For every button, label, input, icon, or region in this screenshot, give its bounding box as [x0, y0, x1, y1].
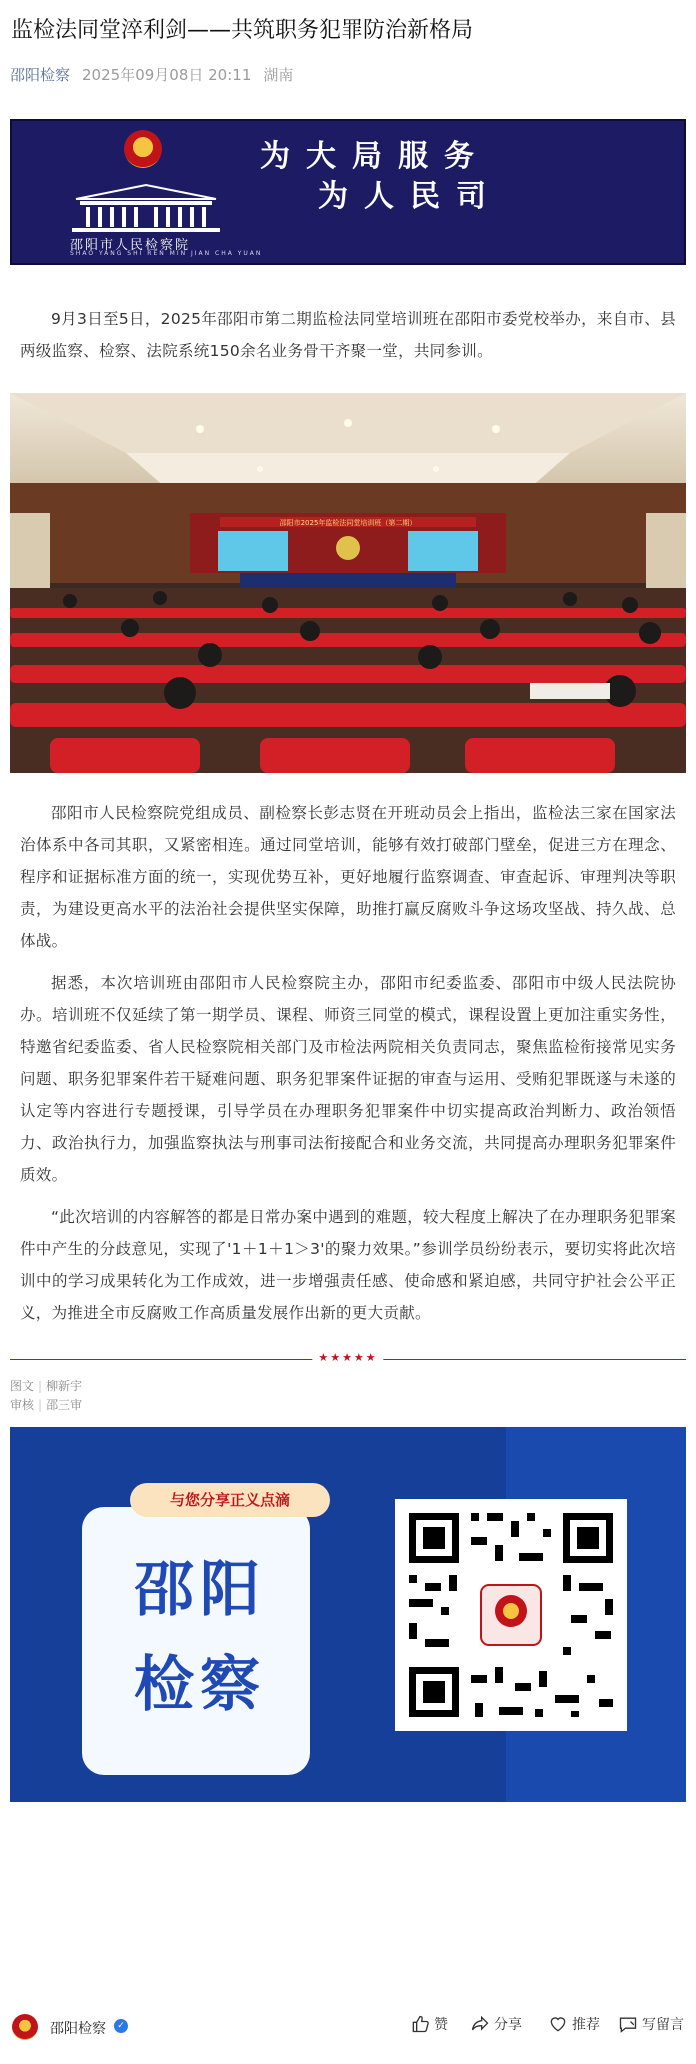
article-meta: [10, 64, 686, 85]
comment-button[interactable]: [618, 2014, 684, 2034]
procuratorate-banner: [10, 119, 686, 265]
recommend-button[interactable]: [548, 2014, 600, 2034]
like-button[interactable]: [410, 2014, 448, 2034]
article-container: [0, 16, 696, 1802]
account-name-link[interactable]: 邵阳检察: [10, 66, 71, 84]
comment-label: 写留言: [642, 2017, 684, 2033]
verified-icon: ✓: [114, 2019, 128, 2033]
paragraph-4: “此次培训的内容解答的都是日常办案中遇到的难题，较大程度上解决了在办理职务犯罪案件中产生的分歧意见，实现了'1＋1＋1＞3'的聚力效果。”参训学员纷纷表示，要切实将此次培训中的学习成果转化为工作成效，进一步增强责任感、使命感和紧迫感，共同守护社会公平正义，为推进全市反腐败工作高质量发展作出新的更大贡献。: [20, 1208, 676, 1322]
paragraph-3: 据悉，本次培训班由邵阳市人民检察院主办，邵阳市纪委监委、邵阳市中级人民法院协办。培训班不仅延续了第一期学员、课程、师资三同堂的模式，课程设置上更加注重实务性，特邀省纪委监委、省人民检察院相关部门及市检法两院相关负责同志，聚焦监检衔接常见实务问题、职务犯罪案件若干疑难问题、职务犯罪案件证据的审查与运用、受贿犯罪既遂与未遂的认定等内容进行专题授课，引导学员在办理职务犯罪案件中切实提高政治判断力、政治领悟力、政治执行力，加强监察执法与刑事司法衔接配合和业务交流，共同提高办理职务犯罪案件质效。: [20, 974, 676, 1184]
thumbs-up-icon: [410, 2014, 430, 2034]
credit-review-label: 审核: [10, 1398, 35, 1412]
credit-text-label: 图文: [10, 1379, 35, 1393]
qr-code[interactable]: [395, 1499, 627, 1731]
publish-location: 湖南: [263, 66, 294, 84]
article-title: 监检法同堂淬利剑——共筑职务犯罪防治新格局: [11, 18, 474, 43]
share-label: 分享: [494, 2017, 522, 2033]
credit-review-name: 邵三审: [46, 1398, 83, 1412]
bottom-account-name[interactable]: 邵阳检察: [50, 2021, 106, 2037]
like-label: 赞: [434, 2017, 448, 2033]
slogan-line-1: 为大局服务: [260, 139, 490, 174]
hall-banner-text: 邵阳市2025年监检法同堂培训班（第二期）: [279, 519, 417, 527]
org-pinyin: SHAO YANG SHI REN MIN JIAN CHA YUAN: [70, 250, 263, 257]
promo-qr-card: [10, 1427, 686, 1802]
comment-icon: [618, 2014, 638, 2034]
credit-text-author: 图文 | 柳新宇: [10, 1379, 83, 1393]
paragraph-2: 邵阳市人民检察院党组成员、副检察长彭志贤在开班动员会上指出，监检法三家在国家法治体系中各司其职，又紧密相连。通过同堂培训，能够有效打破部门壁垒，促进三方在理念、程序和证据标准方面的统一，实现优势互补，更好地履行监察调查、审查起诉、审理判决等职责，为建设更高水平的法治社会提供坚实保障，助推打赢反腐败斗争这场攻坚战、持久战、总体战。: [20, 804, 676, 950]
account-avatar[interactable]: [12, 2014, 38, 2040]
heart-icon: [548, 2014, 568, 2034]
building-icon: [70, 181, 222, 233]
bottom-action-bar: [0, 2004, 696, 2050]
share-icon: [470, 2014, 490, 2034]
publish-datetime: 2025年09月08日 20:11: [82, 66, 252, 84]
recommend-label: 推荐: [572, 2017, 600, 2033]
section-divider: [10, 1353, 686, 1365]
promo-title-line1: 邵阳: [134, 1555, 266, 1625]
qr-code-icon: [395, 1499, 627, 1731]
divider-stars: ★★★★★: [312, 1351, 383, 1364]
credit-text-name: 柳新宇: [46, 1379, 83, 1393]
slogan-line-2: 为人民司: [318, 179, 502, 214]
credits: [10, 1377, 686, 1415]
conference-photo: [10, 393, 686, 773]
credit-review: 审核 | 邵三审: [10, 1398, 83, 1412]
conference-hall-illustration: [10, 393, 686, 773]
paragraph-1: 9月3日至5日，2025年邵阳市第二期监检法同堂培训班在邵阳市委党校举办，来自市、县两级监察、检察、法院系统150余名业务骨干齐聚一堂，共同参训。: [20, 310, 676, 360]
promo-title-line2: 检察: [134, 1650, 266, 1720]
org-name: 邵阳市人民检察院: [70, 238, 191, 253]
national-emblem-icon: [124, 130, 162, 168]
promo-pill: 与您分享正义点滴: [130, 1483, 330, 1517]
share-button[interactable]: [470, 2014, 522, 2034]
